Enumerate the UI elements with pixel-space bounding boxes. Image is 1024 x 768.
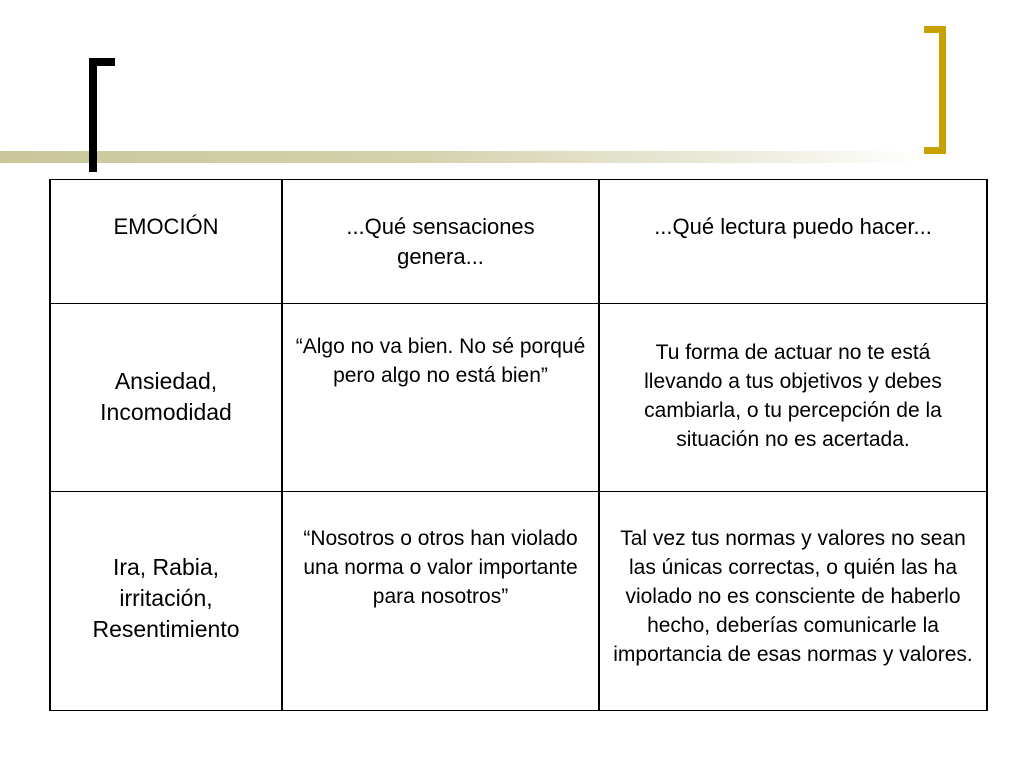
header-reading: ...Qué lectura puedo hacer... bbox=[599, 180, 987, 304]
sensation-cell: “Nosotros o otros han violado una norma o valor importante para nosotros” bbox=[282, 492, 599, 711]
title-gradient-bar bbox=[0, 151, 920, 163]
emotion-table bbox=[49, 179, 988, 711]
table-row bbox=[50, 492, 987, 711]
emotion-cell: Ira, Rabia, irritación, Resentimiento bbox=[50, 492, 282, 711]
right-bracket-decoration bbox=[924, 26, 946, 154]
reading-cell: Tu forma de actuar no te está llevando a tus objetivos y debes cambiarla, o tu percepción de la situación no es acertada. bbox=[599, 304, 987, 492]
header-sensations: ...Qué sensaciones genera... bbox=[282, 180, 599, 304]
sensation-cell: “Algo no va bien. No sé porqué pero algo no está bien” bbox=[282, 304, 599, 492]
table-header-row bbox=[50, 180, 987, 304]
table-row bbox=[50, 304, 987, 492]
reading-cell: Tal vez tus normas y valores no sean las únicas correctas, o quién las ha violado no es consciente de haberlo hecho, deberías comunicarle la importancia de esas normas y valores. bbox=[599, 492, 987, 711]
emotion-cell: Ansiedad, Incomodidad bbox=[50, 304, 282, 492]
header-emotion: EMOCIÓN bbox=[50, 180, 282, 304]
left-bracket-decoration bbox=[89, 58, 115, 172]
